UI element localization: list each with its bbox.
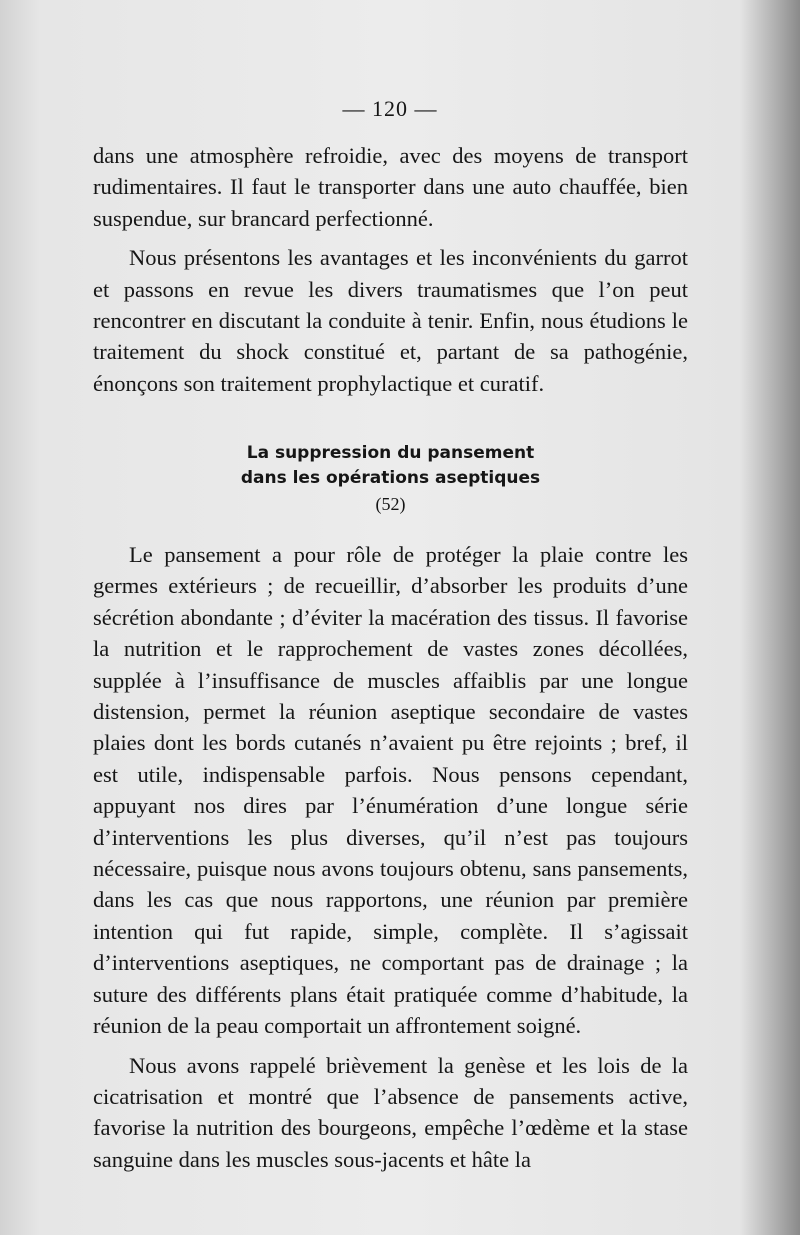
section-paragraph-1: Le pansement a pour rôle de protéger la plaie contre les germes extérieurs ; de recueillir, d’absorber les produits d’une sécrétion abondante ; d’éviter la macération des tissus. Il favorise la nutrition et le rapprochement de vastes zones décollées, supplée à l’insuffisance de muscles affaiblis par une longue distension, permet la réunion aseptique secondaire de vastes plaies dont les bords cutanés n’avaient pu être rejoints ; bref, il est utile, indispensable parfois. Nous pensons cependant, appuyant nos dires par l’énumération d’une longue série d’interventions les plus diverses, qu’il n’est pas toujours nécessaire, puisque nous avons toujours obtenu, sans pansements, dans les cas que nous rapportons, une réunion par première intention qui fut rapide, simple, complète. Il s’agissait d’interventions aseptiques, ne comportant pas de drainage ; la suture des différents plans était pratiquée comme d’habitude, la réunion de la peau comportait un affrontement soigné. (93, 542, 688, 1039)
page-number: — 120 — (342, 96, 438, 121)
section-heading (93, 441, 688, 516)
section-text (93, 539, 688, 1175)
intro-text (93, 140, 688, 399)
intro-paragraph-2: Nous présentons les avantages et les inconvénients du garrot et passons en revue les divers traumatismes que l’on peut rencontrer en discutant la conduite à tenir. Enfin, nous étudions le traitement du shock constitué et, partant de sa pathogénie, énonçons son traitement prophylactique et curatif. (93, 245, 688, 396)
section-paragraph-2: Nous avons rappelé brièvement la genèse et les lois de la cicatrisation et montré que l’absence de pansements active, favorise la nutrition des bourgeons, empêche l’œdème et la stase sanguine dans les muscles sous-jacents et hâte la (93, 1052, 688, 1172)
section-title-line-2: dans les opérations aseptiques (240, 468, 541, 488)
intro-paragraph-1: dans une atmosphère refroidie, avec des moyens de transport rudimentaires. Il faut le transporter dans une auto chauffée, bien suspendue, sur brancard perfectionné. (93, 143, 688, 231)
section-reference: (52) (375, 494, 406, 514)
section-title-line-1: La suppression du pansement (246, 443, 535, 463)
